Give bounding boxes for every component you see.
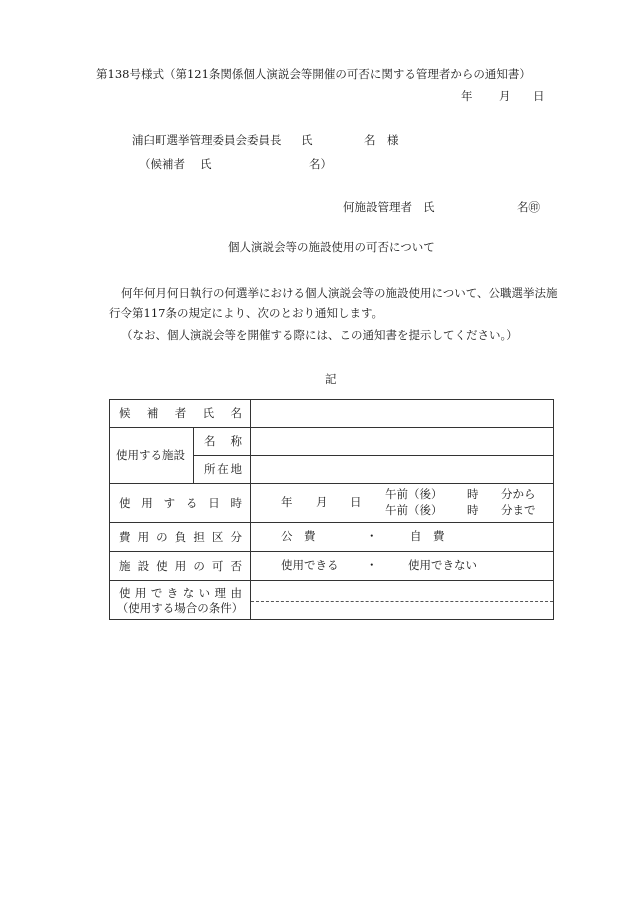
label-char: 所 (204, 462, 216, 476)
label-cost (110, 523, 251, 552)
usage-can: 使用できる (281, 558, 339, 572)
label-char: 名 (204, 434, 216, 448)
label-char: 補 (146, 406, 159, 420)
body-line-1: 何年何月何日執行の何選挙における個人演説会等の施設使用について、公職選挙法施 (121, 286, 558, 300)
dt-hour-from: 時 (467, 487, 479, 501)
row-usage (110, 552, 554, 581)
value-cost (251, 523, 554, 552)
label-char: る (185, 495, 198, 510)
label-char: な (182, 585, 195, 600)
label-char: 者 (174, 406, 187, 420)
cost-public: 公 費 (281, 529, 316, 543)
label-char: 可 (211, 558, 224, 573)
addressee-org: 浦臼町選挙管理委員会委員長 (132, 133, 282, 147)
value-usage (251, 552, 554, 581)
label-facility: 使用する施設 (110, 428, 194, 484)
subject-title: 個人演説会等の施設使用の可否について (228, 240, 435, 254)
sender-name-seal: 名㊞ (517, 200, 540, 214)
label-reason (110, 581, 251, 620)
label-char: 用 (141, 495, 153, 510)
label-char: い (198, 585, 211, 600)
sender-title: 何施設管理者 (343, 200, 412, 214)
label-char: 理 (214, 585, 227, 600)
label-char: 由 (230, 585, 242, 600)
cost-self: 自 費 (410, 529, 445, 543)
label-char: 候 (119, 406, 131, 420)
row-candidate-name (110, 400, 554, 428)
dt-month: 月 (316, 495, 328, 509)
label-char: 称 (230, 434, 242, 448)
body-note: （なお、個人演説会等を開催する際には、この通知書を提示してください。） (121, 328, 518, 342)
label-char: 施 (119, 558, 131, 573)
label-char: 用 (137, 529, 150, 544)
label-char: 使 (156, 558, 168, 573)
candidate-close: 名） (309, 157, 332, 171)
label-char: 地 (230, 462, 242, 476)
label-usage (110, 552, 251, 581)
label-char: で (150, 585, 163, 600)
form-title: 第138号様式（第121条関係個人演説会等開催の可否に関する管理者からの通知書） (96, 67, 531, 81)
dt-hour-to: 時 (467, 503, 479, 517)
label-char: 負 (174, 529, 187, 544)
dt-ampm-from: 午前（後） (385, 487, 443, 501)
candidate-open: （候補者 (139, 157, 185, 171)
date-day: 日 (533, 89, 545, 103)
label-datetime (110, 484, 251, 523)
label-char: 費 (119, 529, 131, 544)
label-char: 時 (230, 495, 242, 510)
label-reason-sub: （使用する場合の条件） (116, 600, 244, 615)
value-facility-name (251, 428, 554, 456)
label-candidate-name (110, 400, 251, 428)
row-cost (110, 523, 554, 552)
date-year: 年 (461, 89, 473, 103)
row-facility-name (110, 428, 554, 456)
usage-cannot: 使用できない (408, 558, 477, 572)
label-char: 区 (211, 529, 224, 544)
usage-separator: ・ (366, 558, 378, 572)
label-char: 否 (230, 558, 242, 573)
row-datetime (110, 484, 554, 523)
label-char: き (166, 585, 179, 600)
label-char: の (193, 558, 205, 573)
label-char: 用 (174, 558, 187, 573)
label-char: 分 (230, 529, 242, 544)
label-char: 氏 (202, 406, 215, 420)
label-facility-name (194, 428, 251, 456)
candidate-surname: 氏 (200, 157, 212, 171)
dt-ampm-to: 午前（後） (385, 503, 443, 517)
value-datetime (251, 484, 554, 523)
form-table (109, 399, 554, 620)
dt-day: 日 (350, 495, 362, 509)
ki-label: 記 (325, 372, 337, 386)
label-char: 名 (230, 406, 242, 420)
addressee-name: 名 (364, 133, 376, 147)
sender-surname: 氏 (423, 200, 435, 214)
value-reason (251, 581, 554, 620)
label-char: 用 (134, 585, 147, 600)
label-char: の (156, 529, 168, 544)
value-candidate-name (251, 400, 554, 428)
cost-separator: ・ (366, 529, 378, 543)
addressee-honorific: 様 (387, 133, 399, 147)
label-char: 使 (119, 585, 131, 600)
row-reason (110, 581, 554, 620)
dt-min-to: 分まで (501, 503, 536, 517)
reason-dashed-divider (251, 601, 553, 602)
value-facility-address (251, 456, 554, 484)
dt-min-from: 分から (501, 487, 536, 501)
label-char: 在 (217, 462, 229, 476)
label-char: す (163, 495, 176, 510)
label-char: 使 (119, 495, 131, 510)
body-line-2: 行令第117条の規定により、次のとおり通知します。 (109, 306, 384, 320)
label-char: 担 (193, 529, 205, 544)
label-char: 日 (208, 495, 220, 510)
dt-year: 年 (281, 495, 293, 509)
label-char: 設 (137, 558, 150, 573)
date-month: 月 (499, 89, 511, 103)
label-facility-address (194, 456, 251, 484)
addressee-surname: 氏 (301, 133, 313, 147)
